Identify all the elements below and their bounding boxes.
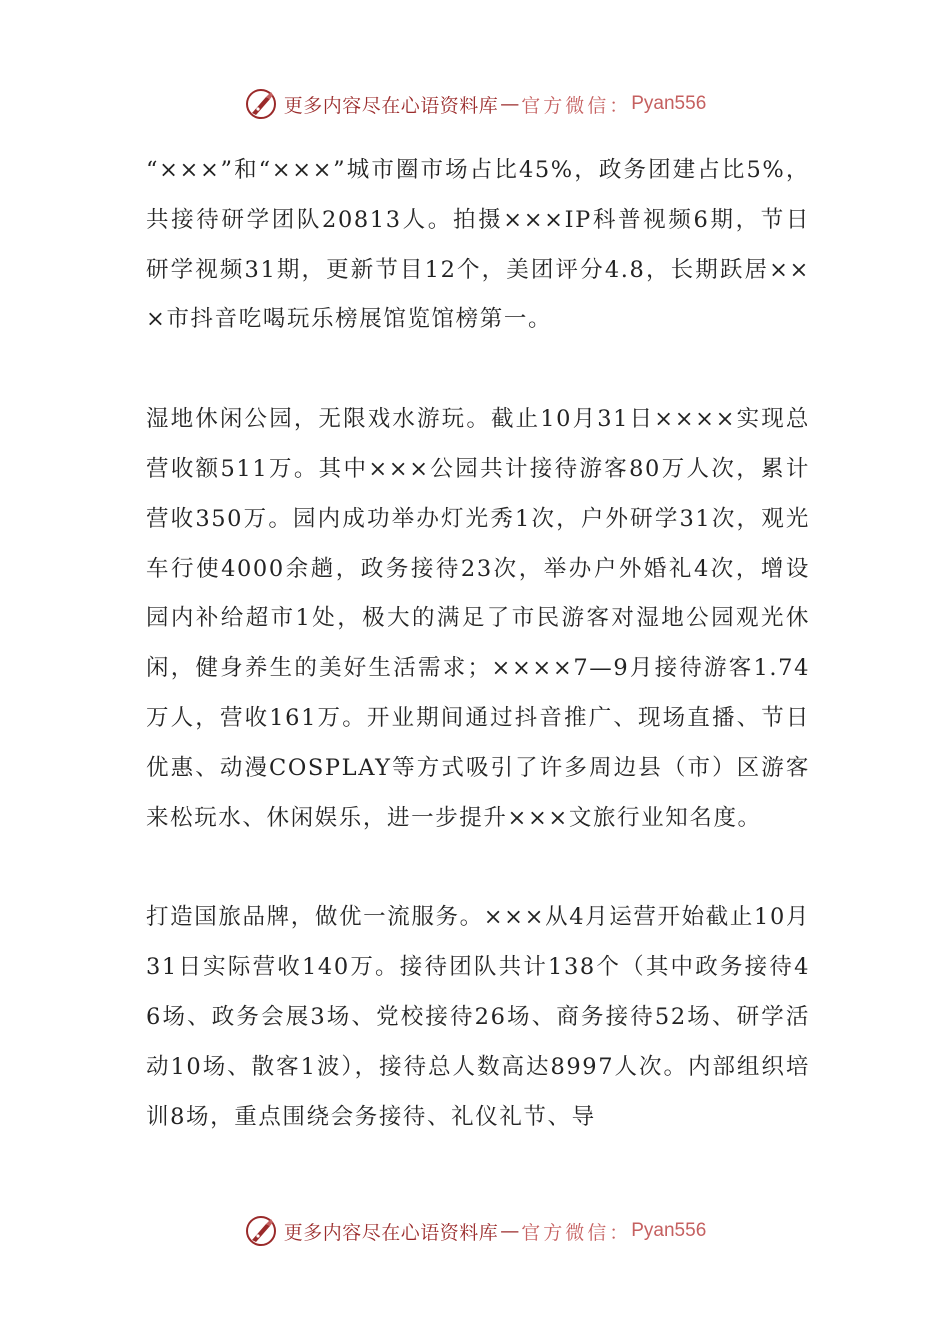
watermark-label: 官方微信： [521,1221,632,1244]
pen-nib-logo-icon [244,1214,278,1248]
watermark-wechat-id: Pyan556 [631,1220,707,1241]
footer-watermark [0,1211,950,1251]
watermark-wechat-id: Pyan556 [631,93,707,114]
header-watermark [0,84,950,124]
watermark-site-name: 更多内容尽在心语资料库 [283,94,499,117]
paragraph-wetland-park: 湿地休闲公园，无限戏水游玩。截止10月31日××××实现总营收额511万。其中×××公园共计接待游客80万人次，累计营收350万。园内成功举办灯光秀1次，户外研学31次，观光车行使4000余趟，政务接待23次，举办户外婚礼4次，增设园内补给超市1处，极大的满足了市民游客对湿地公园观光休闲，健身养生的美好生活需求；××××7—9月接待游客1.74万人，营收161万。开业期间通过抖音推广、现场直播、节日优惠、动漫COSPLAY等方式吸引了许多周边县（市）区游客来松玩水、休闲娱乐，进一步提升×××文旅行业知名度。 [146,406,810,831]
watermark-dash: — [500,93,520,115]
watermark-dash: — [500,1220,520,1242]
paragraph-market-share: “×××”和“×××”城市圈市场占比45%，政务团建占比5%，共接待研学团队20813人。拍摄×××IP科普视频6期，节日研学视频31期，更新节目12个，美团评分4.8，长期跃居×××市抖音吃喝玩乐榜展馆览馆榜第一。 [146,157,810,333]
pen-nib-logo-icon [244,87,278,121]
watermark-site-name: 更多内容尽在心语资料库 [283,1221,499,1244]
watermark-label: 官方微信： [521,94,632,117]
document-body [146,146,810,1192]
paragraph-travel-brand: 打造国旅品牌，做优一流服务。×××从4月运营开始截止10月31日实际营收140万。接待团队共计138个（其中政务接待46场、政务会展3场、党校接待26场、商务接待52场、研学活动10场、散客1波），接待总人数高达8997人次。内部组织培训8场，重点围绕会务接待、礼仪礼节、导 [146,904,810,1130]
